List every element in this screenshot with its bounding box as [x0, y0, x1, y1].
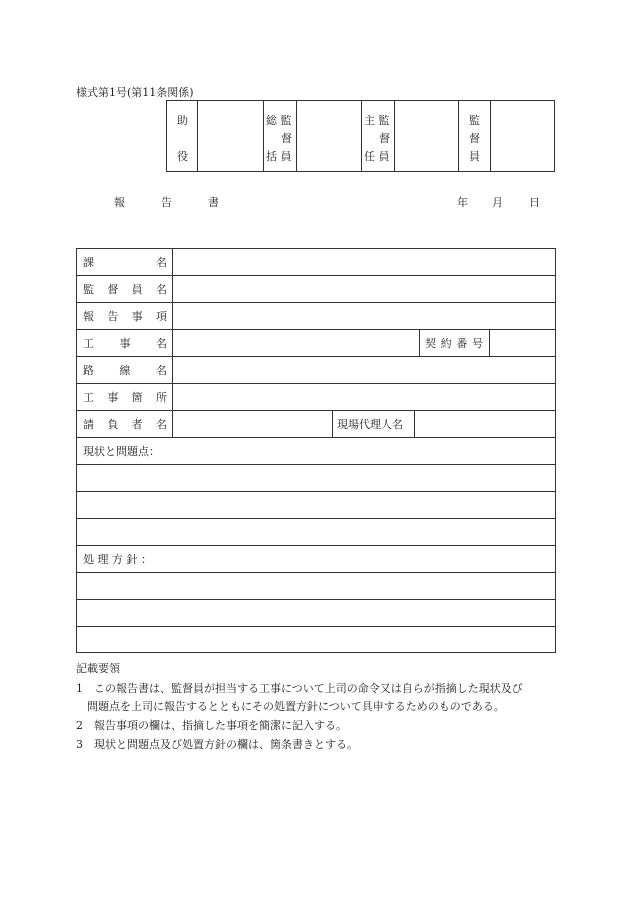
label-char: 督 — [107, 283, 119, 296]
label-char: 契 — [425, 337, 436, 350]
stamp-area-chief[interactable] — [395, 101, 458, 171]
report-title — [114, 194, 219, 210]
label-char: 名 — [155, 418, 167, 431]
label-char: 項 — [155, 310, 167, 323]
label-char: 線 — [119, 364, 131, 377]
label-char: 告 — [107, 310, 119, 323]
note-item-2: 2 報告事項の欄は、指摘した事項を簡潔に記入する。 — [76, 719, 347, 732]
stamp-label-general-line3: 括 員 — [266, 150, 292, 163]
label-char: 番 — [456, 337, 468, 350]
date-year-label: 年 — [457, 196, 468, 209]
stamp-label-assistant-top: 助 — [177, 114, 188, 127]
label-char: 員 — [131, 283, 143, 296]
label-char: 約 — [440, 337, 452, 350]
report-title-char: 報 — [114, 196, 125, 209]
row-label-contract-number — [425, 330, 483, 357]
row-label-site-agent: 現場代理人名 — [337, 418, 403, 431]
date-day-label: 日 — [529, 196, 540, 209]
label-char: 路 — [83, 364, 94, 377]
report-table — [76, 248, 556, 653]
label-char: 事 — [119, 337, 131, 350]
stamp-label-chief-line3: 任 員 — [364, 150, 390, 163]
row-label-contractor-name — [83, 411, 167, 438]
label-char: 名 — [155, 283, 167, 296]
stamp-label-supervisor-line2: 督 — [469, 132, 480, 145]
construction-name-field[interactable] — [173, 330, 418, 356]
construction-location-field[interactable] — [173, 384, 555, 410]
approval-stamp-table — [166, 100, 555, 172]
label-char: 負 — [107, 418, 119, 431]
report-matter-field[interactable] — [173, 303, 555, 329]
label-char: 者 — [131, 418, 143, 431]
section-label-current-issues: 現状と問題点： — [83, 445, 160, 458]
note-item-1-line-1: 1 この報告書は、監督員が担当する工事について上司の命令又は自らが指摘した現状及び — [76, 682, 523, 695]
report-title-char: 告 — [161, 196, 172, 209]
contract-number-field[interactable] — [490, 330, 555, 356]
note-item-3: 3 現状と問題点及び処置方針の欄は、箇条書きとする。 — [76, 738, 358, 751]
label-char: 課 — [83, 256, 94, 269]
notes-heading: 記載要領 — [76, 662, 120, 675]
agent-label-divider — [332, 410, 333, 437]
stamp-label-general-line2: 督 — [281, 132, 292, 145]
label-char: 工 — [83, 337, 94, 350]
row-label-construction-name — [83, 330, 167, 357]
row-label-construction-location — [83, 384, 167, 411]
label-char: 事 — [131, 310, 143, 323]
route-name-field[interactable] — [173, 357, 555, 383]
label-char: 名 — [156, 256, 167, 269]
label-char: 号 — [471, 337, 483, 350]
action-policy-field[interactable] — [78, 573, 554, 652]
supervisor-name-field[interactable] — [173, 276, 555, 302]
label-char: 監 — [83, 283, 94, 296]
row-label-section-name — [83, 249, 167, 276]
section-label-action-policy: 処 理 方 針 ： — [83, 553, 152, 566]
label-char: 名 — [156, 337, 167, 350]
contract-label-divider — [419, 329, 420, 356]
date-month-label: 月 — [492, 196, 503, 209]
stamp-area-general[interactable] — [297, 101, 361, 171]
row-label-supervisor-name — [83, 276, 167, 303]
stamp-label-general-line1: 総 監 — [266, 114, 292, 127]
section-name-field[interactable] — [173, 249, 555, 275]
stamp-divider — [361, 101, 362, 171]
label-char: 請 — [83, 418, 94, 431]
current-issues-field[interactable] — [78, 465, 554, 545]
stamp-label-chief-line1: 主 監 — [364, 114, 390, 127]
stamp-divider — [458, 101, 459, 171]
stamp-area-supervisor[interactable] — [491, 101, 554, 171]
report-title-char: 書 — [208, 196, 219, 209]
stamp-label-chief-line2: 督 — [379, 132, 390, 145]
label-char: 工 — [83, 391, 94, 404]
row-label-report-matter — [83, 303, 167, 330]
stamp-area-assistant[interactable] — [198, 101, 263, 171]
label-char: 名 — [156, 364, 167, 377]
stamp-label-supervisor-line3: 員 — [469, 150, 480, 163]
form-number-label: 様式第1号(第11条関係) — [76, 86, 194, 99]
site-agent-field[interactable] — [415, 411, 555, 437]
stamp-label-assistant-bottom: 役 — [177, 150, 188, 163]
label-char: 箇 — [131, 391, 143, 404]
note-item-1-line-2: 問題点を上司に報告するとともにその処置方針について具申するためのものである。 — [76, 700, 505, 713]
label-char: 事 — [107, 391, 119, 404]
row-label-route-name — [83, 357, 167, 384]
stamp-label-supervisor-line1: 監 — [469, 114, 480, 127]
stamp-divider — [263, 101, 264, 171]
contractor-name-field[interactable] — [173, 411, 331, 437]
label-char: 報 — [83, 310, 94, 323]
label-char: 所 — [155, 391, 167, 404]
